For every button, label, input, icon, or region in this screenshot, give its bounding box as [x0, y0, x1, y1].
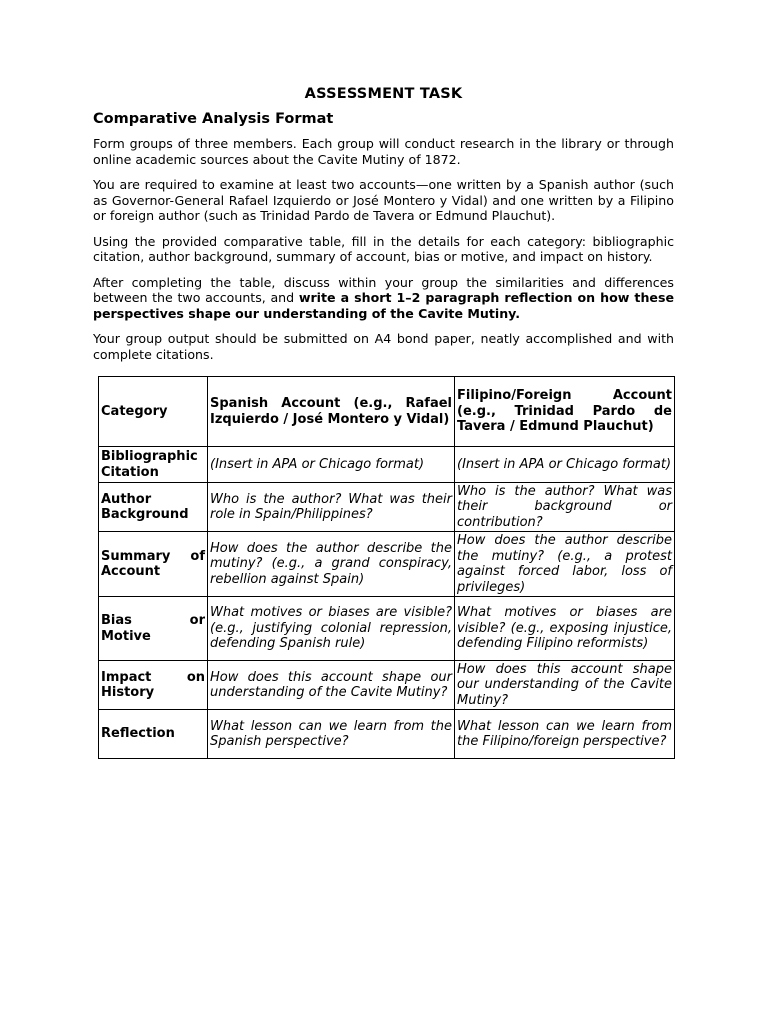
instruction-paragraph-3: Using the provided comparative table, fill in the details for each category: bibliographic citation, author background, summary of account, bias or motive, and impact on history.: [93, 233, 674, 264]
instruction-paragraph-4-text: After completing the table, discuss within your group the similarities and differences between the two accounts, and: [93, 274, 674, 305]
row-filipino-cell: How does the author describe the mutiny? (e.g., a protest against forced labor, loss of privileges): [455, 532, 675, 597]
row-spanish-cell: How does this account shape our understanding of the Cavite Mutiny?: [208, 661, 455, 710]
header-spanish-account: Spanish Account (e.g., Rafael Izquierdo / José Montero y Vidal): [208, 377, 455, 447]
table-row: [99, 447, 675, 483]
header-filipino-account: Filipino/Foreign Account (e.g., Trinidad Pardo de Tavera / Edmund Plauchut): [455, 377, 675, 447]
row-spanish-cell: What lesson can we learn from the Spanish perspective?: [208, 710, 455, 759]
row-category: Summary of Account: [99, 532, 208, 597]
instruction-paragraph-2: You are required to examine at least two accounts—one written by a Spanish author (such as Governor-General Rafael Izquierdo or José Montero y Vidal) and one written by a Filipino or foreign author (such as Trinidad Pardo de Tavera or Edmund Plauchut).: [93, 177, 674, 223]
row-spanish-cell: What motives or biases are visible? (e.g., justifying colonial repression, defending Spanish rule): [208, 597, 455, 661]
row-category: Bibliographic Citation: [99, 447, 208, 483]
row-category: Reflection: [99, 710, 208, 759]
table-header-row: [99, 377, 675, 447]
row-spanish-cell: (Insert in APA or Chicago format): [208, 447, 455, 483]
header-category: Category: [99, 377, 208, 447]
instruction-paragraph-4-emphasis: write a short 1–2 paragraph reflection on how these perspectives shape our understanding of the Cavite Mutiny.: [93, 290, 675, 321]
instruction-paragraph-4: [93, 275, 674, 322]
row-category: Author Background: [99, 483, 208, 532]
table-row: [99, 483, 675, 532]
section-subtitle: Comparative Analysis Format: [93, 111, 334, 127]
row-filipino-cell: What motives or biases are visible? (e.g., exposing injustice, defending Filipino reformists): [455, 597, 675, 661]
row-spanish-cell: How does the author describe the mutiny? (e.g., a grand conspiracy, rebellion against Spain): [208, 532, 455, 597]
row-filipino-cell: Who is the author? What was their background or contribution?: [455, 483, 675, 532]
instruction-paragraph-5: Your group output should be submitted on A4 bond paper, neatly accomplished and with complete citations.: [93, 331, 674, 362]
table-row: [99, 532, 675, 597]
document-page: [93, 86, 674, 372]
comparison-table: [98, 376, 675, 759]
table-row: [99, 710, 675, 759]
page-title: ASSESSMENT TASK: [304, 86, 463, 102]
row-filipino-cell: How does this account shape our understanding of the Cavite Mutiny?: [455, 661, 675, 710]
row-filipino-cell: (Insert in APA or Chicago format): [455, 447, 675, 483]
table-row: [99, 597, 675, 661]
row-filipino-cell: What lesson can we learn from the Filipino/foreign perspective?: [455, 710, 675, 759]
table-row: [99, 661, 675, 710]
instruction-paragraph-1: Form groups of three members. Each group will conduct research in the library or through online academic sources about the Cavite Mutiny of 1872.: [93, 136, 674, 167]
row-category: Impact on History: [99, 661, 208, 710]
row-category: Bias or Motive: [99, 597, 208, 661]
row-spanish-cell: Who is the author? What was their role in Spain/Philippines?: [208, 483, 455, 532]
